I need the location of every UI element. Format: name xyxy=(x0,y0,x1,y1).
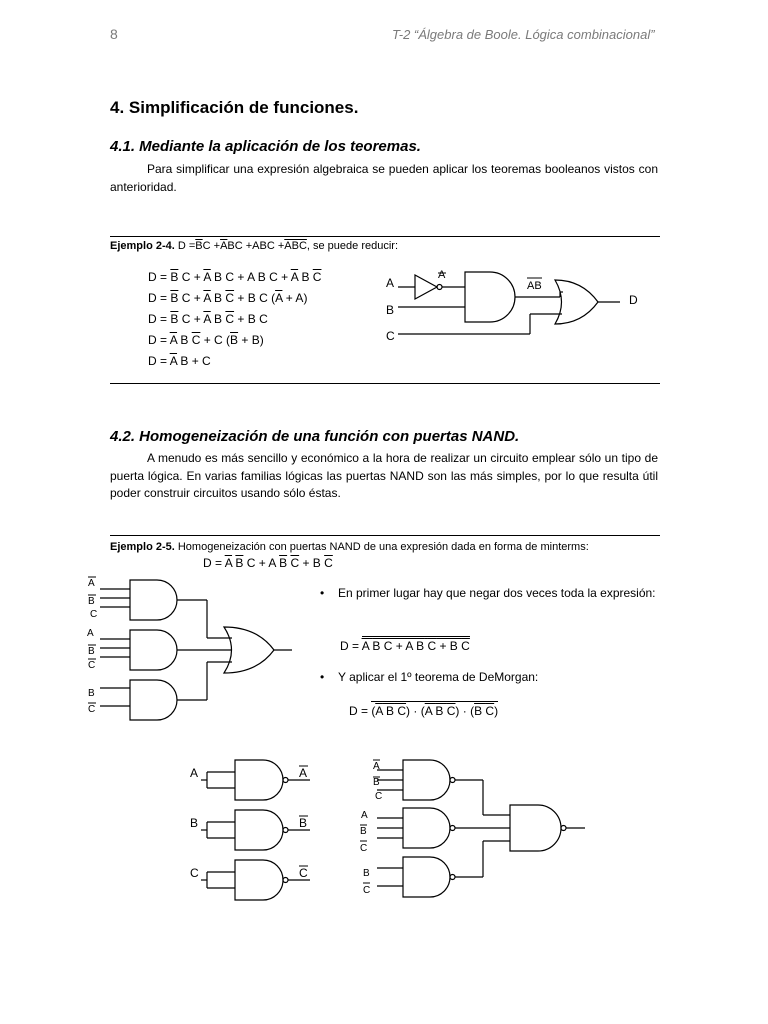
subsection-title-4-2: 4.2. Homogeneización de una función con puertas NAND. xyxy=(110,428,520,445)
rule-top-ex25 xyxy=(110,535,660,536)
in-label: B xyxy=(88,596,95,607)
example-25-label: Ejemplo 2-5. xyxy=(110,541,175,553)
in-label: B xyxy=(360,826,367,837)
in-label: B xyxy=(88,646,95,657)
in-label: A xyxy=(373,761,380,772)
input-b-label: B xyxy=(386,303,395,317)
in-label: C xyxy=(363,885,371,896)
output-d-label: D xyxy=(629,293,638,307)
in-label: A xyxy=(87,628,94,639)
in-label: A xyxy=(88,578,95,589)
page-number: 8 xyxy=(110,26,118,42)
bullet-1: • En primer lugar hay que negar dos veces toda la expresión: xyxy=(320,586,656,600)
in-label: B xyxy=(363,868,370,879)
nand-circuit-2-5 xyxy=(82,572,322,727)
bullet-2: • Y aplicar el 1º teorema de DeMorgan: xyxy=(320,670,539,684)
nand-inverters xyxy=(185,755,325,915)
nand-only-circuit xyxy=(355,755,595,905)
equation-step-3: $D = \overline{B}$ $C + \overline{A}$ B $\overline{C} + B$ C xyxy=(148,312,268,326)
example-25-text: Homogeneización con puertas NAND de una expresión dada en forma de minterms: xyxy=(177,541,589,553)
circuit-diagram-2-4 xyxy=(370,262,670,352)
in-label: C xyxy=(360,843,368,854)
in-label: C xyxy=(90,609,98,620)
in-label: B xyxy=(373,777,380,788)
example-2-5-heading xyxy=(110,541,660,553)
equation-step-2: $D = \overline{B}$ $C + \overline{A}$ B $\overline{C} + B$ C $(\overline{A} + A)$ xyxy=(148,291,308,305)
example-2-4-heading: Ejemplo 2-4. $D =\overline{B}C +\overline{A}BC +ABC +\overline{ABC}$, se puede reducir: xyxy=(110,240,399,252)
not-a-label: A xyxy=(438,269,446,281)
equation-step-4: $D = \overline{A}$ B $\overline{C} + C$ $(\overline{B} + B)$ xyxy=(148,333,264,347)
demorgan-equation: D = (A B C) · (A B C) · (B C) xyxy=(349,704,498,718)
inv-in-b: B xyxy=(190,816,199,830)
in-label: A xyxy=(361,810,368,821)
ab-label: AB xyxy=(527,280,542,292)
rule-top-ex24 xyxy=(110,236,660,237)
minterm-expression: $D = \overline{A}$ $\overline{B}$ C + A $\overline{B}$ $\overline{C} + B$ $\overline{C}$ xyxy=(203,556,333,570)
in-label: C xyxy=(88,704,96,715)
inv-in-c: C xyxy=(190,866,199,880)
equation-step-5: $D = \overline{A}$ B + C xyxy=(148,354,211,368)
chapter-header: T-2 “Álgebra de Boole. Lógica combinacional” xyxy=(392,27,655,42)
paragraph-4-2: A menudo es más sencillo y económico a la hora de realizar un circuito emplear sólo un tipo de puerta lógica. En varias familias lógicas las puertas NAND son las más simples, por lo que resulta útil poder construir circuitos usando sólo éstas. xyxy=(110,451,658,500)
double-negation-equation: D = A B C + A B C + B C xyxy=(340,639,470,653)
example-suffix: , se puede reducir: xyxy=(306,240,399,252)
inv-out-a: A xyxy=(299,766,308,780)
inv-in-a: A xyxy=(190,766,199,780)
rule-bottom-ex24 xyxy=(110,383,660,384)
in-label: C xyxy=(375,791,383,802)
inv-out-b: B xyxy=(299,816,308,830)
input-c-label: C xyxy=(386,329,395,343)
inv-out-c: C xyxy=(299,866,308,880)
equation-step-1: $D = \overline{B}$ $C + \overline{A}$ B C + A B $C + \overline{A}$ B $\overline{C}$ xyxy=(148,270,322,284)
paragraph-4-1: Para simplificar una expresión algebraica se pueden aplicar los teoremas booleanos vistos con anterioridad. xyxy=(110,162,658,194)
example-label: Ejemplo 2-4. xyxy=(110,240,175,252)
in-label: C xyxy=(88,660,96,671)
input-a-label: A xyxy=(386,276,395,290)
section-title: 4. Simplificación de funciones. xyxy=(110,98,359,117)
in-label: B xyxy=(88,688,95,699)
subsection-title-4-1: 4.1. Mediante la aplicación de los teoremas. xyxy=(110,138,421,155)
